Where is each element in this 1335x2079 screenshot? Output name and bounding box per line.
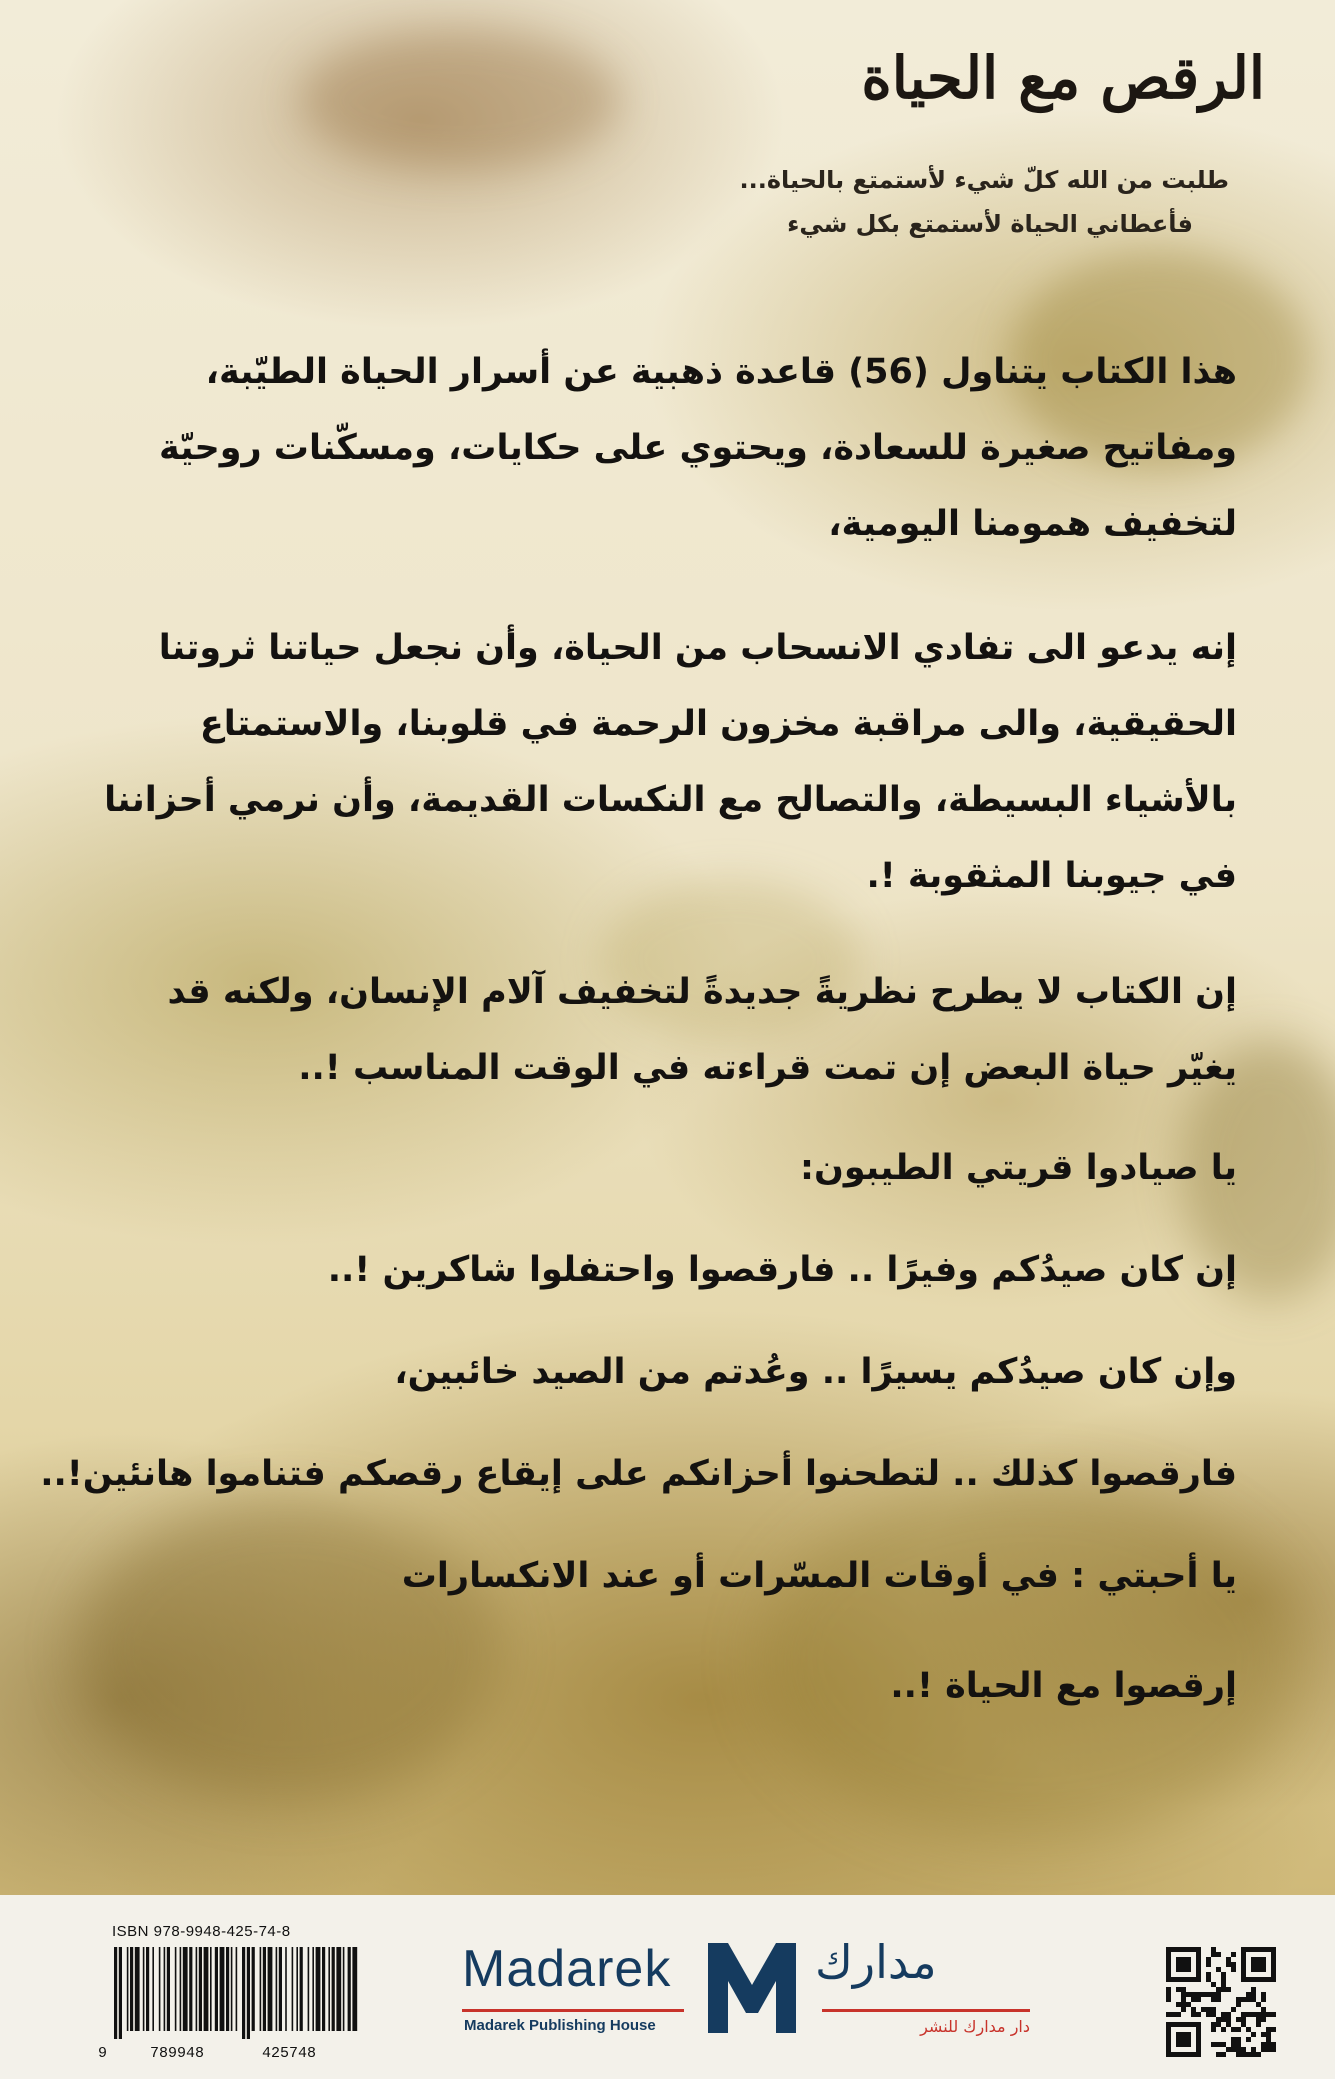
- qr-cell: [1226, 1957, 1231, 1962]
- qr-cell: [1236, 2042, 1241, 2047]
- blurb-paragraph: هذا الكتاب يتناول (56) قاعدة ذهبية عن أسرار الحياة الطيّبة، ومفاتيح صغيرة للسعادة، ويحتوي على حكايات، ومسكّنات روحيّة لتخفيف همومنا اليومية،: [158, 352, 1237, 544]
- qr-cell: [1221, 1972, 1226, 1977]
- qr-cell: [1256, 2017, 1261, 2022]
- qr-cell: [1166, 1977, 1201, 1982]
- barcode-digit-group: 789948: [150, 2045, 205, 2062]
- qr-cell: [1261, 2032, 1266, 2037]
- qr-cell: [1241, 1947, 1246, 1982]
- qr-cell: [1251, 1992, 1256, 1997]
- barcode-bar: [204, 1947, 209, 2031]
- barcode-bar: [343, 1947, 345, 2031]
- qr-cell: [1266, 2012, 1271, 2017]
- qr-cell: [1261, 2047, 1266, 2052]
- qr-cell: [1241, 2052, 1246, 2057]
- barcode-bar: [164, 1947, 166, 2031]
- qr-cell: [1191, 1997, 1196, 2002]
- epigraph: [739, 158, 1229, 246]
- publisher-subtitle-arabic: دار مدارك للنشر: [920, 2017, 1030, 2036]
- qr-cell: [1216, 1952, 1221, 1957]
- paper-stain: [80, 1500, 500, 1800]
- barcode-bar: [226, 1947, 229, 2031]
- qr-cell: [1201, 2007, 1206, 2012]
- barcode-bar: [210, 1947, 212, 2031]
- blurb-paragraph: إنه يدعو الى تفادي الانسحاب من الحياة، وأن نجعل حياتنا ثروتنا الحقيقية، والى مراقبة مخزون الرحمة في قلوبنا، والاستمتاع بالأشياء البسيطة، والتصالح مع النكسات القديمة، وأن نرمي أحزاننا في جيوبنا المثقوبة !.: [104, 628, 1237, 896]
- qr-cell: [1206, 1977, 1211, 1982]
- qr-cell: [1181, 2002, 1186, 2007]
- publisher-strip: [0, 1895, 1335, 2079]
- qr-cell: [1241, 1977, 1276, 1982]
- qr-cell: [1196, 1947, 1201, 1982]
- epigraph-line: فأعطاني الحياة لأستمتع بكل شيء: [787, 210, 1193, 238]
- publisher-rule: [462, 2009, 684, 2012]
- qr-cell: [1236, 2052, 1241, 2057]
- qr-cell: [1231, 2007, 1236, 2012]
- barcode-bar: [236, 1947, 238, 2031]
- qr-cell: [1241, 2017, 1246, 2022]
- qr-cell: [1251, 2012, 1256, 2017]
- qr-cell: [1241, 2012, 1246, 2017]
- qr-cell: [1226, 1987, 1231, 1992]
- isbn-label: ISBN 978-9948-425-74-8: [112, 1923, 291, 1940]
- qr-cell: [1241, 2047, 1246, 2052]
- qr-cell: [1266, 2042, 1271, 2047]
- qr-cell: [1231, 1952, 1236, 1957]
- qr-cell: [1186, 2002, 1191, 2007]
- barcode-icon: [112, 1947, 362, 2039]
- barcode-bar: [143, 1947, 145, 2031]
- qr-cell: [1196, 2012, 1201, 2017]
- barcode-bar: [292, 1947, 294, 2031]
- barcode-bar: [352, 1947, 357, 2031]
- qr-cell: [1216, 2022, 1221, 2027]
- barcode-bar: [119, 1947, 122, 2039]
- qr-cell: [1246, 2052, 1251, 2057]
- qr-cell: [1176, 2012, 1181, 2017]
- barcode-bar: [312, 1947, 314, 2031]
- qr-cell: [1266, 2027, 1271, 2032]
- qr-cell: [1271, 1947, 1276, 1982]
- publisher-rule: [822, 2009, 1030, 2012]
- qr-cell: [1226, 2022, 1231, 2027]
- qr-cell: [1206, 1992, 1211, 1997]
- qr-cell: [1231, 2047, 1236, 2052]
- qr-cell: [1261, 1997, 1266, 2002]
- qr-cell: [1221, 2017, 1226, 2022]
- barcode-bar: [167, 1947, 170, 2031]
- qr-cell: [1231, 2042, 1236, 2047]
- barcode-bar: [135, 1947, 140, 2031]
- qr-cell: [1226, 2047, 1231, 2052]
- qr-cell: [1166, 2022, 1201, 2027]
- barcode-bar: [300, 1947, 303, 2031]
- qr-cell: [1231, 1967, 1236, 1972]
- barcode-bar: [114, 1947, 117, 2039]
- qr-cell: [1246, 2027, 1251, 2032]
- barcode-bar: [242, 1947, 245, 2039]
- qr-cell: [1211, 2007, 1216, 2012]
- qr-cell: [1176, 2002, 1181, 2007]
- barcode-bar: [175, 1947, 177, 2031]
- paper-stain: [300, 30, 620, 170]
- qr-cell: [1251, 1997, 1256, 2002]
- barcode-bar: [316, 1947, 321, 2031]
- verse-line: فارقصوا كذلك .. لتطحنوا أحزانكم على إيقاع رقصكم فتناموا هانئين!..: [40, 1454, 1237, 1494]
- barcode-bar: [252, 1947, 255, 2031]
- qr-cell: [1236, 2027, 1241, 2032]
- qr-cell: [1211, 2042, 1216, 2047]
- qr-cell: [1246, 1992, 1251, 1997]
- qr-cell: [1166, 2022, 1171, 2057]
- qr-cell: [1201, 1992, 1206, 1997]
- barcode-bar: [322, 1947, 325, 2031]
- qr-cell: [1261, 2007, 1266, 2012]
- book-title: الرقص مع الحياة: [861, 44, 1265, 112]
- barcode-bar: [215, 1947, 218, 2031]
- qr-cell: [1236, 2017, 1241, 2022]
- qr-cell: [1166, 1987, 1171, 1992]
- qr-cell: [1221, 1982, 1226, 1987]
- qr-cell: [1206, 1957, 1211, 1962]
- barcode-bar: [263, 1947, 266, 2031]
- qr-cell: [1266, 2047, 1271, 2052]
- qr-cell: [1241, 1947, 1276, 1952]
- qr-cell: [1261, 2017, 1266, 2022]
- qr-cell: [1166, 1947, 1201, 1952]
- qr-cell: [1226, 2012, 1231, 2017]
- madarek-m-logo-icon: [702, 1935, 802, 2037]
- qr-cell: [1176, 2032, 1191, 2047]
- qr-cell: [1206, 1972, 1211, 1977]
- qr-cell: [1211, 2022, 1216, 2027]
- qr-cell: [1196, 1992, 1201, 1997]
- barcode-bar: [220, 1947, 225, 2031]
- publisher-subtitle-latin: Madarek Publishing House: [464, 2017, 656, 2034]
- barcode-bar: [332, 1947, 335, 2031]
- verse-line: يا أحبتي : في أوقات المسّرات أو عند الانكسارات: [401, 1556, 1237, 1596]
- qr-cell: [1181, 1997, 1186, 2002]
- qr-cell: [1166, 2052, 1201, 2057]
- qr-cell: [1246, 2012, 1251, 2017]
- qr-cell: [1221, 2027, 1226, 2032]
- barcode-bar: [180, 1947, 182, 2031]
- qr-cell: [1176, 1957, 1191, 1972]
- barcode-bar: [260, 1947, 262, 2031]
- barcode-bar: [279, 1947, 282, 2031]
- barcode-digit-group: 425748: [262, 2045, 317, 2062]
- qr-cell: [1206, 2007, 1211, 2012]
- barcode-bar: [268, 1947, 273, 2031]
- publisher-name-latin: Madarek: [462, 1940, 672, 1998]
- qr-cell: [1261, 2012, 1266, 2017]
- qr-cell: [1221, 2012, 1226, 2017]
- qr-cell: [1166, 1997, 1171, 2002]
- barcode-bar: [336, 1947, 341, 2031]
- barcode-bar: [196, 1947, 198, 2031]
- qr-cell: [1231, 2027, 1236, 2032]
- qr-cell: [1246, 1997, 1251, 2002]
- qr-code-icon: [1166, 1947, 1276, 2057]
- barcode-bar: [127, 1947, 129, 2031]
- blurb-paragraph: إن الكتاب لا يطرح نظريةً جديدةً لتخفيف آلام الإنسان، ولكنه قد يغيّر حياة البعض إن تمت قراءته في الوقت المناسب !..: [167, 972, 1237, 1088]
- qr-cell: [1216, 1992, 1221, 1997]
- barcode-digit-group: 9: [98, 2045, 108, 2062]
- qr-cell: [1261, 1992, 1266, 1997]
- qr-cell: [1271, 2047, 1276, 2052]
- barcode-bar: [276, 1947, 278, 2031]
- qr-cell: [1211, 1947, 1216, 1952]
- qr-cell: [1216, 1997, 1221, 2002]
- qr-cell: [1211, 1952, 1216, 1957]
- barcode-bar: [285, 1947, 287, 2031]
- qr-cell: [1211, 1997, 1216, 2002]
- barcode-bar: [183, 1947, 188, 2031]
- qr-cell: [1256, 2002, 1261, 2007]
- qr-cell: [1211, 2012, 1216, 2017]
- qr-cell: [1236, 2047, 1241, 2052]
- qr-cell: [1271, 2042, 1276, 2047]
- qr-cell: [1166, 1992, 1171, 1997]
- qr-cell: [1216, 1987, 1221, 1992]
- barcode-bar: [199, 1947, 202, 2031]
- qr-cell: [1191, 1992, 1196, 1997]
- qr-cell: [1236, 1997, 1241, 2002]
- qr-cell: [1216, 2017, 1221, 2022]
- qr-cell: [1226, 1962, 1231, 1967]
- qr-cell: [1251, 1987, 1256, 1992]
- barcode-bar: [189, 1947, 192, 2031]
- qr-cell: [1241, 2022, 1246, 2027]
- barcode-bar: [152, 1947, 154, 2031]
- qr-cell: [1251, 2052, 1256, 2057]
- qr-cell: [1206, 1962, 1211, 1967]
- qr-cell: [1221, 1977, 1226, 1982]
- qr-cell: [1216, 2052, 1221, 2057]
- qr-cell: [1166, 1947, 1171, 1982]
- qr-cell: [1221, 2042, 1226, 2047]
- barcode-bar: [348, 1947, 351, 2031]
- qr-cell: [1221, 2052, 1226, 2057]
- qr-cell: [1166, 2012, 1171, 2017]
- qr-cell: [1246, 2037, 1251, 2042]
- qr-cell: [1256, 2012, 1261, 2017]
- epigraph-line: طلبت من الله كلّ شيء لأستمتع بالحياة...: [739, 166, 1229, 194]
- barcode-bar: [130, 1947, 133, 2031]
- publisher-name-arabic: مدارك: [815, 1935, 937, 1989]
- verse-line: وإن كان صيدُكم يسيرًا .. وعُدتم من الصيد خائبين،: [394, 1352, 1237, 1392]
- qr-cell: [1271, 2027, 1276, 2032]
- verse-line: يا صيادوا قريتي الطيبون:: [800, 1148, 1237, 1188]
- qr-cell: [1191, 2007, 1196, 2012]
- barcode-bar: [231, 1947, 233, 2031]
- qr-cell: [1216, 1967, 1221, 1972]
- verse-line: إرقصوا مع الحياة !..: [890, 1666, 1237, 1706]
- qr-cell: [1181, 1992, 1186, 1997]
- qr-cell: [1226, 2017, 1231, 2022]
- qr-cell: [1221, 1987, 1226, 1992]
- qr-cell: [1261, 2042, 1266, 2047]
- barcode-bar: [146, 1947, 149, 2031]
- qr-cell: [1211, 1992, 1216, 1997]
- qr-cell: [1181, 1987, 1186, 1992]
- qr-cell: [1206, 2012, 1211, 2017]
- qr-cell: [1266, 2032, 1271, 2037]
- qr-cell: [1176, 1987, 1181, 1992]
- qr-cell: [1241, 1997, 1246, 2002]
- barcode-bar: [247, 1947, 250, 2039]
- qr-cell: [1216, 2042, 1221, 2047]
- qr-cell: [1256, 2022, 1261, 2027]
- verse-line: إن كان صيدُكم وفيرًا .. فارقصوا واحتفلوا شاكرين !..: [327, 1250, 1237, 1290]
- qr-cell: [1231, 2037, 1236, 2042]
- qr-cell: [1251, 2032, 1256, 2037]
- qr-cell: [1196, 2022, 1201, 2057]
- qr-cell: [1256, 2052, 1261, 2057]
- qr-cell: [1251, 2047, 1256, 2052]
- qr-cell: [1196, 1997, 1201, 2002]
- qr-cell: [1231, 1962, 1236, 1967]
- barcode-bar: [159, 1947, 161, 2031]
- qr-cell: [1211, 2027, 1216, 2032]
- barcode-bar: [308, 1947, 310, 2031]
- paper-stain: [760, 1480, 1300, 1840]
- qr-cell: [1251, 1957, 1266, 1972]
- qr-cell: [1191, 2012, 1196, 2017]
- qr-cell: [1271, 2012, 1276, 2017]
- qr-cell: [1236, 2002, 1241, 2007]
- qr-cell: [1266, 2037, 1271, 2042]
- barcode-bar: [328, 1947, 330, 2031]
- qr-cell: [1186, 1992, 1191, 1997]
- qr-cell: [1236, 2037, 1241, 2042]
- qr-cell: [1171, 2012, 1176, 2017]
- qr-cell: [1181, 2007, 1186, 2012]
- barcode-bar: [296, 1947, 298, 2031]
- qr-cell: [1211, 1982, 1216, 1987]
